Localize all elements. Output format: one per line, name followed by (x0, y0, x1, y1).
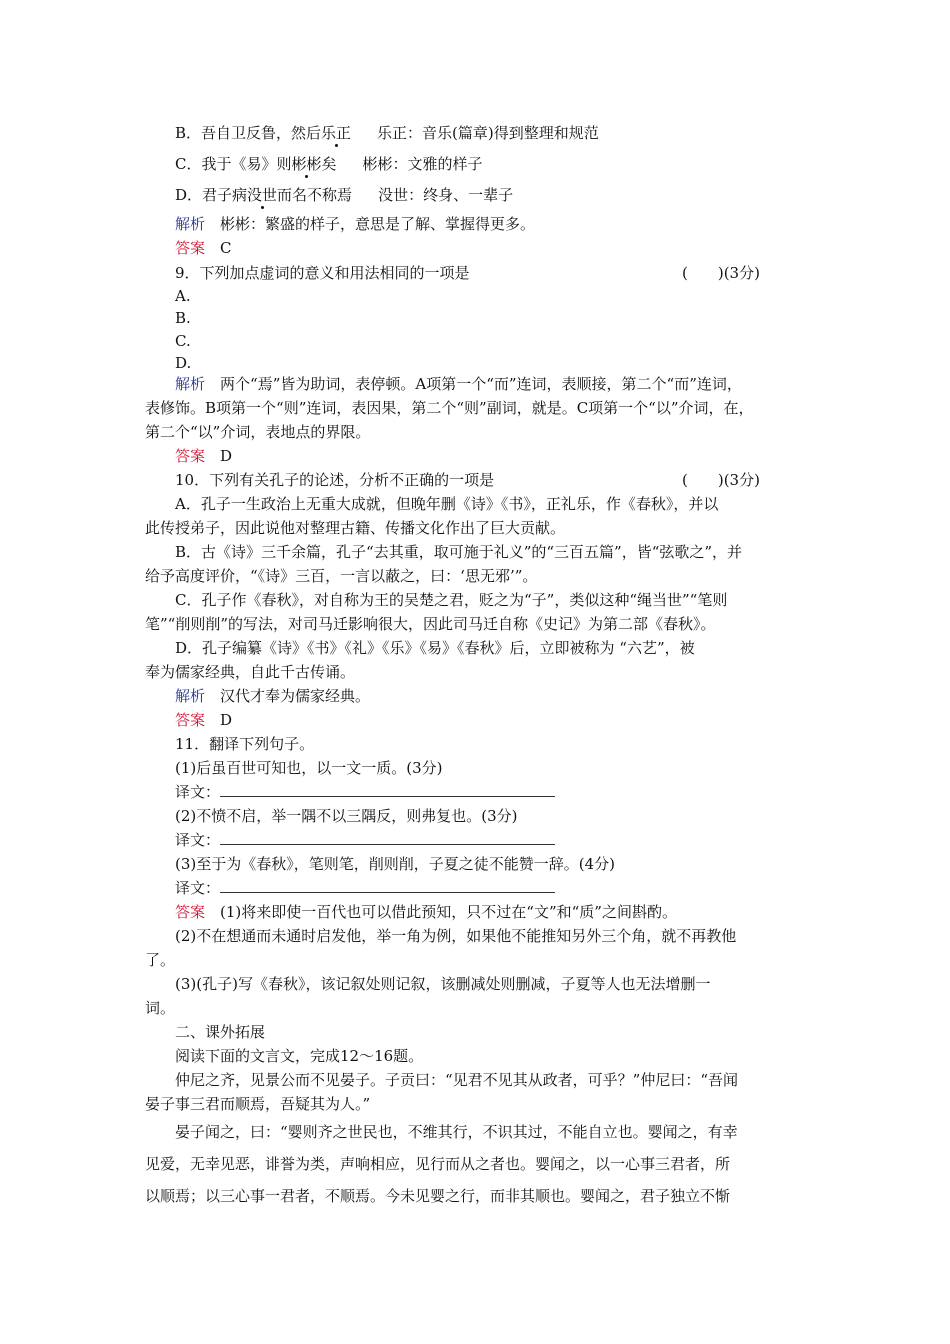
passage-line-1 (175, 1069, 813, 1091)
option-gloss: 乐正：音乐(篇章)得到整理和规范 (377, 124, 599, 142)
q8-option-c (175, 153, 813, 175)
question-score: ( )(3分) (682, 471, 760, 489)
dotted-word: 没世 (247, 186, 278, 204)
analysis-text: 彬彬：繁盛的样子，意思是了解、掌握得更多。 (220, 215, 536, 233)
translation-blank[interactable] (220, 878, 555, 893)
q11-answer-line-4 (175, 973, 813, 995)
option-gloss: 彬彬：文雅的样子 (362, 155, 483, 173)
q10-analysis (175, 685, 813, 707)
dotted-word: 乐正 (321, 124, 352, 142)
q11-translation-1 (175, 781, 813, 803)
q11-item-2 (175, 805, 813, 827)
q10-stem (175, 469, 813, 491)
q11-stem (175, 733, 813, 755)
answer-label: 答案 (175, 447, 206, 465)
option-text: 笔”“削则削”的写法，对司马迁影响很大，因此司马迁自称《史记》为第二部《春秋》。 (145, 615, 716, 633)
option-text: 给予高度评价，“《诗》三百，一言以蔽之，曰：‘思无邪’”。 (145, 567, 538, 585)
answer-text: C (220, 239, 232, 257)
passage-line-2 (145, 1093, 813, 1115)
q8-option-d (175, 184, 813, 206)
answer-text: D (220, 711, 233, 729)
translation-label: 译文： (175, 783, 221, 801)
passage-line-3 (175, 1121, 813, 1143)
analysis-label: 解析 (175, 375, 206, 393)
q11-answer-line-2 (175, 925, 813, 947)
passage-text: 见爱，无幸见恶，诽誉为类，声响相应，见行而从之者也。婴闻之，以一心事三君者，所 (145, 1155, 731, 1173)
section-title (175, 1021, 813, 1043)
option-text: D．君子病 (175, 186, 248, 204)
passage-line-5 (145, 1185, 813, 1207)
q11-answer-line-3 (145, 949, 813, 971)
sentence-text: (2)不愤不启，举一隅不以三隅反，则弗复也。(3分) (175, 807, 518, 825)
option-text: B．吾自卫反鲁，然后 (175, 124, 322, 142)
option-text: 奉为儒家经典，自此千古传诵。 (145, 663, 356, 681)
analysis-text: 第二个“以”介词，表地点的界限。 (145, 423, 371, 441)
q9-stem (175, 262, 813, 284)
option-text: C．孔子作《春秋》，对自称为王的吴楚之君，贬之为“子”，类似这种“绳当世”“笔则 (175, 591, 728, 609)
q10-answer (175, 709, 813, 731)
option-label: C. (175, 332, 191, 350)
passage-text: 晏子事三君而顺焉，吾疑其为人。” (145, 1095, 371, 1113)
option-text: D．孔子编纂《诗》《书》《礼》《乐》《易》《春秋》后，立即被称为 “六艺”，被 (175, 639, 695, 657)
answer-text: 了。 (145, 951, 176, 969)
option-text: A．孔子一生政治上无重大成就，但晚年删《诗》《书》，正礼乐，作《春秋》，并以 (175, 495, 719, 513)
analysis-label: 解析 (175, 687, 206, 705)
answer-label: 答案 (175, 903, 206, 921)
answer-text: (1)将来即使一百代也可以借此预知，只不过在“文”和“质”之间斟酌。 (220, 903, 677, 921)
translation-label: 译文： (175, 879, 221, 897)
q9-analysis-line-3 (145, 421, 813, 443)
q11-item-3 (175, 853, 813, 875)
answer-text: D (220, 447, 233, 465)
question-score: ( )(3分) (682, 264, 760, 282)
q9-answer (175, 445, 813, 467)
q9-option-c (175, 330, 813, 352)
q10-line-1 (175, 493, 813, 515)
passage-text: 仲尼之齐，见景公而不见晏子。子贡曰：“见君不见其从政者，可乎？”仲尼曰：“吾闻 (175, 1071, 739, 1089)
q9-option-b (175, 307, 813, 329)
question-text: 10．下列有关孔子的论述，分析不正确的一项是 (175, 471, 495, 489)
q9-option-a (175, 285, 813, 307)
sentence-text: (3)至于为《春秋》，笔则笔，削则削，子夏之徒不能赞一辞。(4分) (175, 855, 615, 873)
translation-blank[interactable] (220, 782, 555, 797)
option-text: 此传授弟子，因此说他对整理古籍、传播文化作出了巨大贡献。 (145, 519, 566, 537)
question-text: 9．下列加点虚词的意义和用法相同的一项是 (175, 264, 470, 282)
answer-text: 词。 (145, 999, 176, 1017)
q10-line-8 (145, 661, 813, 683)
option-text: C．我于《易》则 (175, 155, 292, 173)
analysis-label: 解析 (175, 215, 206, 233)
answer-text: (3)(孔子)写《春秋》，该记叙处则记叙，该删减处则删减，子夏等人也无法增删一 (175, 975, 711, 993)
q11-answer-line-5 (145, 997, 813, 1019)
question-text: 11．翻译下列句子。 (175, 735, 315, 753)
q9-analysis-line-1 (175, 373, 813, 395)
passage-text: 以顺焉；以三心事一君者，不顺焉。今未见婴之行，而非其顺也。婴闻之，君子独立不惭 (145, 1187, 731, 1205)
instruction-text: 阅读下面的文言文，完成12～16题。 (175, 1047, 424, 1065)
passage-line-4 (145, 1153, 813, 1175)
q10-line-7 (175, 637, 813, 659)
q10-line-2 (145, 517, 813, 539)
option-text: B．古《诗》三千余篇，孔子“去其重，取可施于礼义”的“三百五篇”，皆“弦歌之”，并 (175, 543, 743, 561)
q9-analysis-line-2 (145, 397, 813, 419)
analysis-text: 两个“焉”皆为助词，表停顿。A项第一个“而”连词，表顺接，第二个“而”连词， (220, 375, 742, 393)
analysis-text: 表修饰。B项第一个“则”连词，表因果，第二个“则”副词，就是。C项第一个“以”介词，在， (145, 399, 754, 417)
q8-analysis (175, 213, 813, 235)
option-gloss: 没世：终身、一辈子 (378, 186, 514, 204)
analysis-text: 汉代才奉为儒家经典。 (220, 687, 371, 705)
option-text-tail: 而名不称焉 (277, 186, 353, 204)
answer-label: 答案 (175, 239, 206, 257)
passage-text: 晏子闻之，曰：“婴则齐之世民也，不维其行，不识其过，不能自立也。婴闻之，有幸 (175, 1123, 738, 1141)
option-label: A. (175, 287, 191, 305)
section-heading: 二、课外拓展 (175, 1023, 266, 1041)
dotted-word: 彬彬 (291, 155, 322, 173)
q8-option-b (175, 122, 813, 144)
reading-intro (175, 1045, 813, 1067)
option-text-tail: 矣 (321, 155, 337, 173)
q10-line-5 (175, 589, 813, 611)
q10-line-6 (145, 613, 813, 635)
sentence-text: (1)后虽百世可知也，以一文一质。(3分) (175, 759, 443, 777)
q11-translation-3 (175, 877, 813, 899)
option-label: B. (175, 309, 191, 327)
translation-label: 译文： (175, 831, 221, 849)
answer-label: 答案 (175, 711, 206, 729)
q10-line-4 (145, 565, 813, 587)
translation-blank[interactable] (220, 830, 555, 845)
q11-translation-2 (175, 829, 813, 851)
q11-answer-line-1 (175, 901, 813, 923)
q11-item-1 (175, 757, 813, 779)
q10-line-3 (175, 541, 813, 563)
q8-answer (175, 237, 813, 259)
answer-text: (2)不在想通而未通时启发他，举一角为例，如果他不能推知另外三个角，就不再教他 (175, 927, 737, 945)
q9-option-d (175, 352, 813, 374)
option-label: D. (175, 354, 192, 372)
